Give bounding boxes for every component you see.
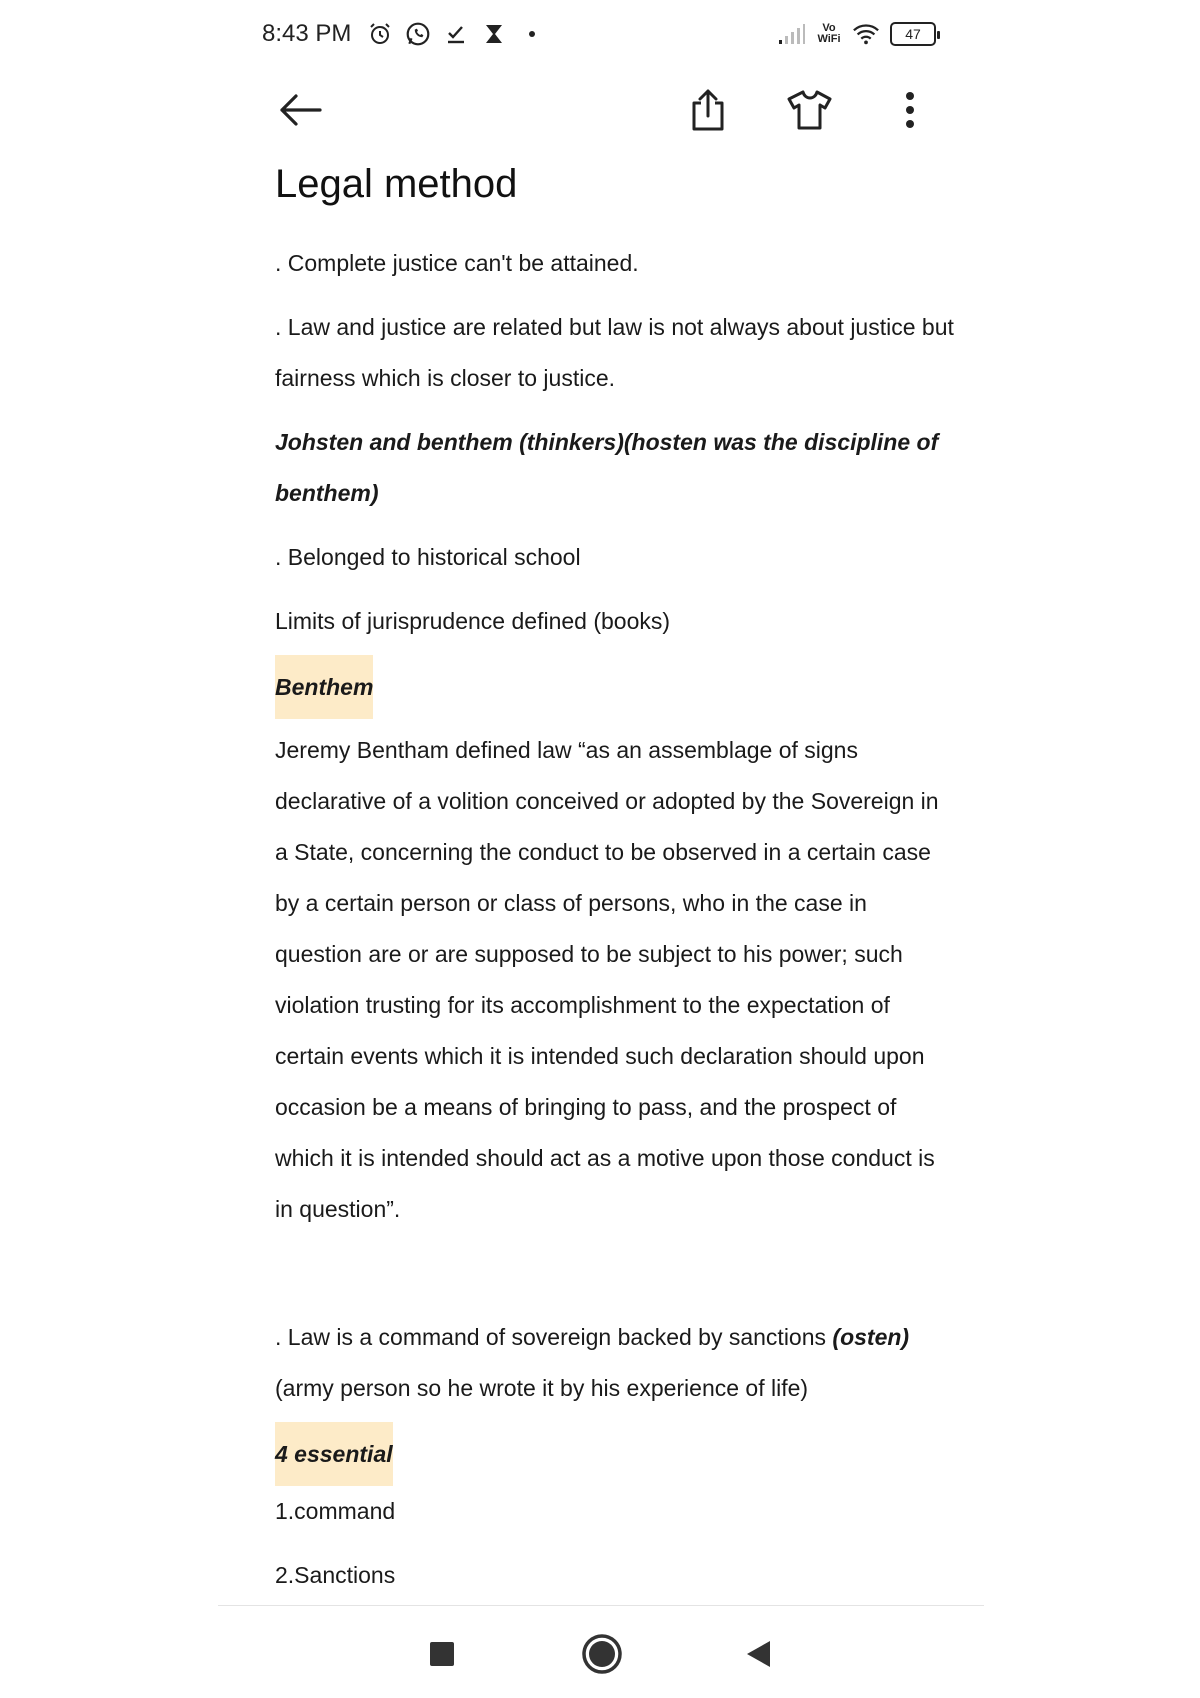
note-list-item: 2.Sanctions (275, 1562, 396, 1588)
whatsapp-icon (404, 20, 432, 48)
note-bold-text: (osten) (832, 1324, 910, 1350)
signal-icon (778, 20, 806, 48)
hourglass-icon (480, 20, 508, 48)
notification-icons (366, 20, 546, 48)
arrow-left-icon (276, 90, 324, 130)
note-body[interactable] (275, 152, 955, 1601)
note-title[interactable]: Legal method (275, 162, 518, 206)
circle-home-icon (580, 1632, 624, 1676)
note-heading (275, 655, 955, 719)
highlighted-heading: Benthem (275, 655, 373, 719)
nav-divider (218, 1605, 984, 1606)
navigation-bar (0, 1612, 1200, 1698)
highlighted-heading: 4 essential (275, 1422, 393, 1486)
note-text: (army person so he wrote it by his experience of life) (275, 1375, 809, 1401)
vowifi-label-bottom: WiFi (817, 33, 841, 45)
blank-line (275, 1235, 955, 1299)
share-icon (688, 88, 728, 132)
vowifi-label-top: Vo (822, 22, 836, 34)
theme-button[interactable] (782, 82, 838, 138)
more-vertical-icon (904, 90, 916, 130)
download-check-icon (442, 20, 470, 48)
tshirt-icon (787, 89, 833, 131)
home-button[interactable] (578, 1630, 626, 1678)
status-bar (0, 0, 1200, 72)
triangle-back-icon (742, 1638, 774, 1670)
note-paragraph: . Law and justice are related but law is not always about justice but fairness which is closer to justice. (275, 314, 954, 391)
note-paragraph: Johsten and benthem (thinkers)(hosten was the discipline of benthem) (275, 429, 939, 506)
note-list-item: 1.command (275, 1498, 396, 1524)
note-paragraph: Jeremy Bentham defined law “as an assemblage of signs declarative of a volition conceived or adopted by the Sovereign in a State, concerning the conduct to be observed in a certain case by a certain person or class of persons, who in the case in question are or are supposed to be subject to his power; such violation trusting for its accomplishment to the expectation of certain events which it is intended such declaration should upon occasion be a means of bringing to pass, and the prospect of which it is intended should act as a motive upon those conduct is in question”. (275, 737, 939, 1222)
battery-icon (890, 22, 936, 46)
recents-button[interactable] (418, 1630, 466, 1678)
vowifi-icon (816, 23, 842, 45)
note-text: . Law is a command of sovereign backed by sanctions (275, 1324, 827, 1350)
system-icons (778, 20, 936, 48)
alarm-icon (366, 20, 394, 48)
note-paragraph (275, 1312, 955, 1414)
status-time: 8:43 PM (262, 20, 352, 47)
wifi-icon (852, 20, 880, 48)
note-paragraph: Limits of jurisprudence defined (books) (275, 608, 671, 634)
note-heading (275, 1422, 955, 1486)
battery-level: 47 (905, 26, 921, 42)
note-paragraph: . Complete justice can't be attained. (275, 250, 639, 276)
note-toolbar (0, 72, 1200, 152)
more-options-button[interactable] (882, 82, 938, 138)
dot-icon (518, 20, 546, 48)
note-paragraph: . Belonged to historical school (275, 544, 581, 570)
system-back-button[interactable] (734, 1630, 782, 1678)
share-button[interactable] (680, 82, 736, 138)
square-recents-icon (427, 1639, 457, 1669)
back-button[interactable] (272, 82, 328, 138)
